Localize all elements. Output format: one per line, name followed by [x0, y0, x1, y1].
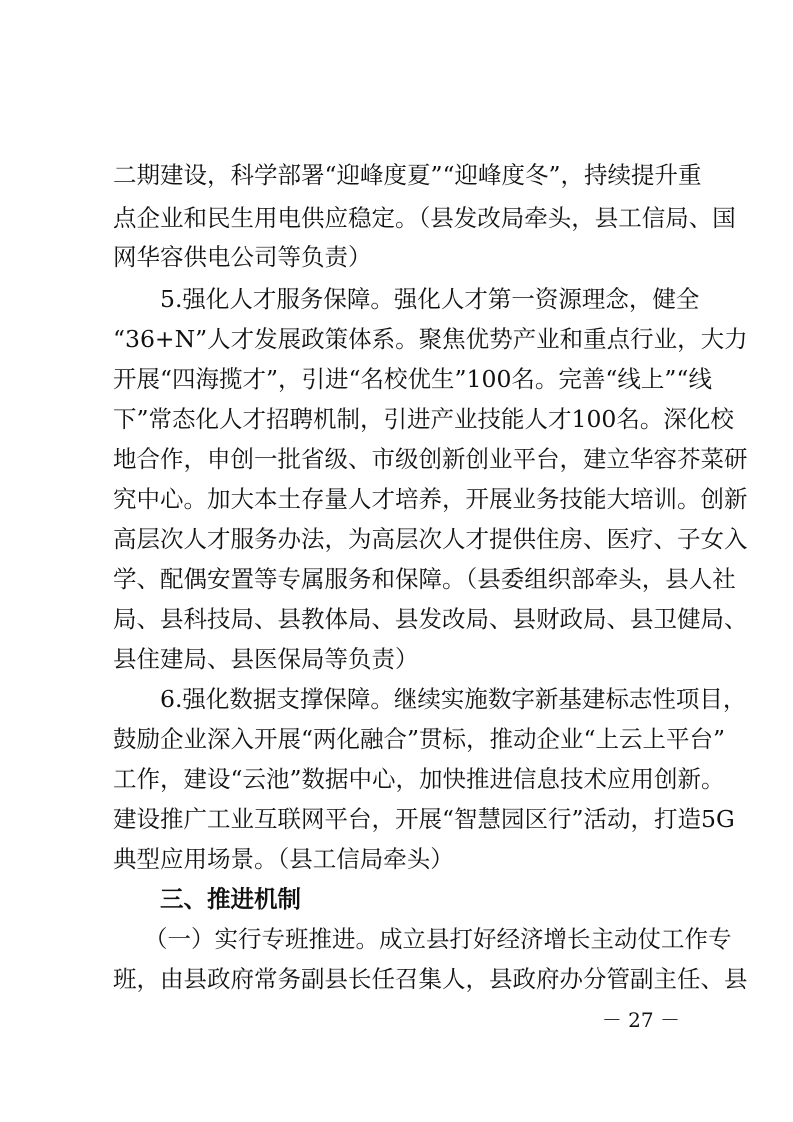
text-line: 开展“四海揽才”，引进“名校优生”100名。完善“线上”“线 [113, 365, 712, 393]
text-line: 学、配偶安置等专属服务和保障。（县委组织部牵头，县人社 [113, 565, 736, 593]
text-line: 班，由县政府常务副县长任召集人，县政府办分管副主任、县 [113, 965, 748, 993]
text-line: 地合作，申创一批省级、市级创新创业平台，建立华容芥菜研 [113, 445, 748, 473]
page-number: － 27 － [601, 1008, 680, 1032]
text-line: 6.强化数据支撑保障。继续实施数字新基建标志性项目， [160, 685, 747, 713]
text-line: 究中心。加大本土存量人才培养，开展业务技能大培训。创新 [113, 485, 748, 513]
text-line: “36+N”人才发展政策体系。聚焦优势产业和重点行业，大力 [113, 325, 748, 353]
text-line: 鼓励企业深入开展“两化融合”贯标，推动企业“上云上平台” [113, 725, 726, 753]
text-line: 高层次人才服务办法，为高层次人才提供住房、医疗、子女入 [113, 525, 748, 553]
text-line: 典型应用场景。（县工信局牵头） [113, 845, 454, 873]
text-line: 下”常态化人才招聘机制，引进产业技能人才100名。深化校 [113, 405, 734, 433]
text-line: 5.强化人才服务保障。强化人才第一资源理念，健全 [160, 285, 700, 313]
text-line: （一）实行专班推进。成立县打好经济增长主动仗工作专 [144, 925, 732, 953]
text-line: 点企业和民生用电供应稳定。（县发改局牵头，县工信局、国 [113, 204, 736, 232]
text-line: 局、县科技局、县教体局、县发改局、县财政局、县卫健局、 [113, 605, 748, 633]
text-line: 工作，建设“云池”数据中心，加快推进信息技术应用创新。 [113, 765, 725, 793]
section-heading: 三、推进机制 [160, 885, 301, 913]
text-line: 网华容供电公司等负责） [113, 243, 372, 271]
text-line: 二期建设，科学部署“迎峰度夏”“迎峰度冬”，持续提升重 [113, 161, 702, 189]
text-line: 建设推广工业互联网平台，开展“智慧园区行”活动，打造5G [113, 805, 735, 833]
text-line: 县住建局、县医保局等负责） [113, 645, 419, 673]
